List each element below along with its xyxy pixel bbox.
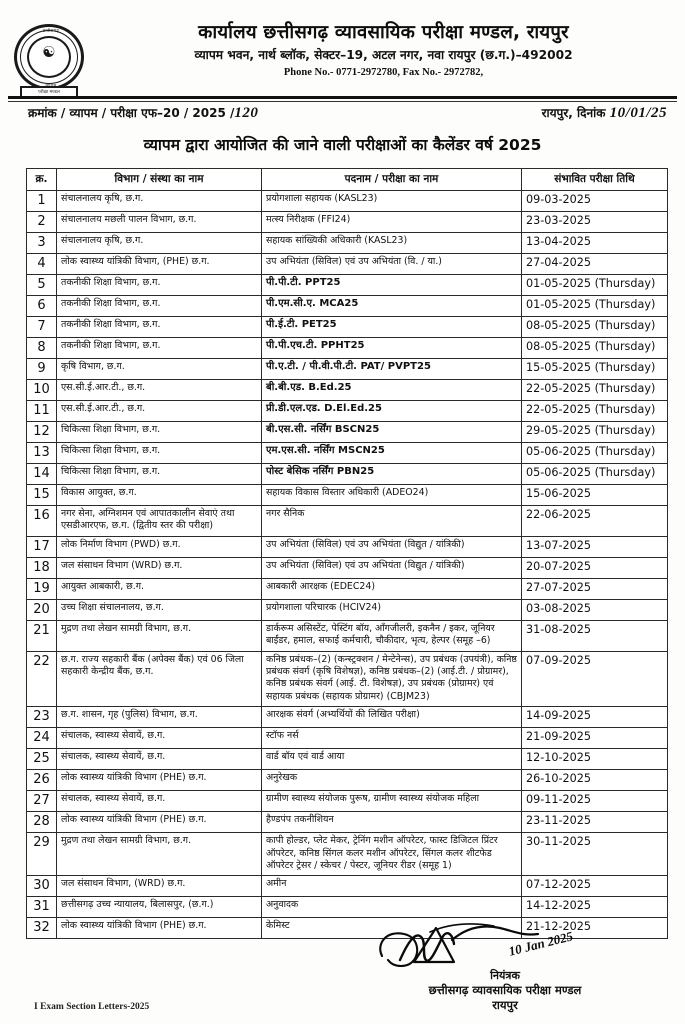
cell-exam-date: 08-05-2025 (Thursday): [522, 338, 668, 359]
seal-center-medallion: [27, 36, 71, 78]
letterhead-text-block: [96, 20, 671, 81]
table-row: [27, 812, 668, 833]
cell-exam-date: 09-03-2025: [522, 191, 668, 212]
cell-department-name: उच्च शिक्षा संचालनालय, छ.ग.: [57, 599, 262, 620]
cell-exam-date: 07-12-2025: [522, 876, 668, 897]
table-row: [27, 749, 668, 770]
exam-calendar-table: [26, 168, 668, 939]
cell-department-name: संचालक, स्वास्थ्य सेवायें, छ.ग.: [57, 728, 262, 749]
column-header-post: पदनाम / परीक्षा का नाम: [262, 169, 522, 191]
table-row: [27, 897, 668, 918]
cell-post-exam-name: आरक्षक संवर्ग (अभ्यर्थियों की लिखित परीक्षा): [262, 707, 522, 728]
table-row: [27, 443, 668, 464]
cell-post-exam-name: हैण्डपंप तकनीशियन: [262, 812, 522, 833]
cell-department-name: लोक स्वास्थ्य यांत्रिकी विभाग (PHE) छ.ग.: [57, 770, 262, 791]
table-row: [27, 599, 668, 620]
reference-place-label: रायपुर, दिनांक: [541, 106, 606, 120]
cell-post-exam-name: उप अभियंता (सिविल) एवं उप अभियंता (विद्युत / यांत्रिकी): [262, 557, 522, 578]
cell-exam-date: 12-10-2025: [522, 749, 668, 770]
cell-exam-date: 22-06-2025: [522, 506, 668, 537]
cell-serial-number: 3: [27, 233, 57, 254]
cell-serial-number: 24: [27, 728, 57, 749]
cell-post-exam-name: डार्करूम असिस्टेंट, पेस्टिंग बॉय, ऑंगजीलरी, इकनैन / इकर, जूनियर बाईंडर, हमाल, सफाई कर्मचारी, चौकीदार, भृत्य, हेल्पर (समूह –6): [262, 620, 522, 651]
table-row: [27, 422, 668, 443]
table-row: [27, 275, 668, 296]
cell-department-name: तकनीकी शिक्षा विभाग, छ.ग.: [57, 275, 262, 296]
reference-number: [28, 104, 258, 122]
cell-exam-date: 30-11-2025: [522, 833, 668, 876]
seal-top-text: छत्तीसगढ़: [42, 28, 60, 33]
column-header-serial: क्र.: [27, 169, 57, 191]
cell-post-exam-name: प्री.डी.एल.एड. D.El.Ed.25: [262, 401, 522, 422]
cell-exam-date: 20-07-2025: [522, 557, 668, 578]
cell-post-exam-name: आबकारी आरक्षक (EDEC24): [262, 578, 522, 599]
cell-department-name: तकनीकी शिक्षा विभाग, छ.ग.: [57, 296, 262, 317]
cell-post-exam-name: सहायक सांख्यिकी अधिकारी (KASL23): [262, 233, 522, 254]
cell-serial-number: 1: [27, 191, 57, 212]
reference-date-handwritten: 10/01/25: [609, 105, 667, 121]
cell-post-exam-name: प्रयोगशाला सहायक (KASL23): [262, 191, 522, 212]
exam-calendar-table-wrapper: [26, 168, 667, 939]
table-row: [27, 557, 668, 578]
cell-exam-date: 13-07-2025: [522, 536, 668, 557]
table-row: [27, 728, 668, 749]
table-row: [27, 833, 668, 876]
cell-serial-number: 8: [27, 338, 57, 359]
cell-department-name: कृषि विभाग, छ.ग.: [57, 359, 262, 380]
letterhead-divider-thin: [8, 101, 677, 102]
table-row: [27, 464, 668, 485]
cell-serial-number: 11: [27, 401, 57, 422]
government-seal-emblem: [14, 24, 88, 94]
table-row: [27, 536, 668, 557]
cell-post-exam-name: केमिस्ट: [262, 918, 522, 939]
cell-department-name: तकनीकी शिक्षा विभाग, छ.ग.: [57, 338, 262, 359]
table-row: [27, 485, 668, 506]
column-header-department: विभाग / संस्था का नाम: [57, 169, 262, 191]
letterhead-divider-thick: [8, 96, 677, 99]
cell-post-exam-name: वार्ड बॉय एवं वार्ड आया: [262, 749, 522, 770]
organization-address: व्यापम भवन, नार्थ ब्लॉक, सेक्टर–19, अटल नगर, नवा रायपुर (छ.ग.)–492002: [194, 48, 573, 62]
cell-department-name: संचालनालय मछली पालन विभाग, छ.ग.: [57, 212, 262, 233]
table-row: [27, 254, 668, 275]
cell-department-name: चिकित्सा शिक्षा विभाग, छ.ग.: [57, 443, 262, 464]
cell-exam-date: 01-05-2025 (Thursday): [522, 296, 668, 317]
table-row: [27, 317, 668, 338]
cell-serial-number: 4: [27, 254, 57, 275]
cell-department-name: एस.सी.ई.आर.टी., छ.ग.: [57, 380, 262, 401]
cell-post-exam-name: एम.एस.सी. नर्सिंग MSCN25: [262, 443, 522, 464]
cell-serial-number: 13: [27, 443, 57, 464]
cell-serial-number: 17: [27, 536, 57, 557]
cell-serial-number: 18: [27, 557, 57, 578]
cell-exam-date: 03-08-2025: [522, 599, 668, 620]
signatory-organization: छत्तीसगढ़ व्यावसायिक परीक्षा मण्डल: [428, 983, 582, 997]
table-row: [27, 620, 668, 651]
cell-serial-number: 32: [27, 918, 57, 939]
reference-number-handwritten: 120: [234, 105, 259, 121]
cell-serial-number: 5: [27, 275, 57, 296]
cell-exam-date: 26-10-2025: [522, 770, 668, 791]
cell-serial-number: 6: [27, 296, 57, 317]
cell-exam-date: 14-09-2025: [522, 707, 668, 728]
cell-serial-number: 31: [27, 897, 57, 918]
cell-department-name: लोक स्वास्थ्य यांत्रिकी विभाग (PHE) छ.ग.: [57, 918, 262, 939]
cell-exam-date: 07-09-2025: [522, 651, 668, 707]
cell-post-exam-name: कनिष्ठ प्रबंधक–(2) (कन्स्ट्रक्शन / मेन्टेनेन्स), उप प्रबंधक (उपयंत्री), कनिष्ठ प्रबंधक संवर्ग (कृषि विशेषज्ञ), कनिष्ठ प्रबंधक–(2) (आई.टी. / प्रोग्रामर), कनिष्ठ प्रबंधक संवर्ग (आई. टी. विशेषज्ञ), उप प्रबंधक (प्रोग्रामर) एवं सहायक प्रबंधक (सहायक प्रोग्रामर) (CBJM23): [262, 651, 522, 707]
cell-post-exam-name: पोस्ट बेसिक नर्सिंग PBN25: [262, 464, 522, 485]
cell-serial-number: 7: [27, 317, 57, 338]
cell-post-exam-name: पी.ई.टी. PET25: [262, 317, 522, 338]
cell-serial-number: 9: [27, 359, 57, 380]
signature-date: 10 Jan 2025: [507, 928, 575, 959]
cell-department-name: तकनीकी शिक्षा विभाग, छ.ग.: [57, 317, 262, 338]
cell-department-name: मुद्रण तथा लेखन सामग्री विभाग, छ.ग.: [57, 833, 262, 876]
cell-exam-date: 15-05-2025 (Thursday): [522, 359, 668, 380]
cell-serial-number: 10: [27, 380, 57, 401]
cell-serial-number: 16: [27, 506, 57, 537]
cell-department-name: संचालक, स्वास्थ्य सेवायें, छ.ग.: [57, 791, 262, 812]
cell-post-exam-name: अनुरेखक: [262, 770, 522, 791]
cell-exam-date: 08-05-2025 (Thursday): [522, 317, 668, 338]
cell-department-name: जल संसाधन विभाग (WRD) छ.ग.: [57, 557, 262, 578]
cell-department-name: लोक स्वास्थ्य यांत्रिकी विभाग, (PHE) छ.ग.: [57, 254, 262, 275]
cell-serial-number: 30: [27, 876, 57, 897]
seal-base-banner: परीक्षा मण्डल: [20, 86, 78, 98]
table-header-row: [27, 169, 668, 191]
organization-contact: Phone No.- 0771-2972780, Fax No.- 2972782,: [283, 67, 484, 78]
cell-department-name: लोक स्वास्थ्य यांत्रिकी विभाग (PHE) छ.ग.: [57, 812, 262, 833]
cell-post-exam-name: अमीन: [262, 876, 522, 897]
cell-department-name: संचालक, स्वास्थ्य सेवायें, छ.ग.: [57, 749, 262, 770]
cell-post-exam-name: अनुवादक: [262, 897, 522, 918]
cell-exam-date: 09-11-2025: [522, 791, 668, 812]
table-row: [27, 651, 668, 707]
cell-serial-number: 20: [27, 599, 57, 620]
cell-post-exam-name: पी.एम.सी.ए. MCA25: [262, 296, 522, 317]
cell-department-name: विकास आयुक्त, छ.ग.: [57, 485, 262, 506]
table-row: [27, 707, 668, 728]
cell-exam-date: 27-04-2025: [522, 254, 668, 275]
cell-post-exam-name: उप अभियंता (सिविल) एवं उप अभियंता (विद्युत / यांत्रिकी): [262, 536, 522, 557]
cell-serial-number: 29: [27, 833, 57, 876]
table-row: [27, 770, 668, 791]
table-row: [27, 380, 668, 401]
cell-post-exam-name: पी.ए.टी. / पी.वी.पी.टी. PAT/ PVPT25: [262, 359, 522, 380]
cell-serial-number: 14: [27, 464, 57, 485]
cell-exam-date: 22-05-2025 (Thursday): [522, 401, 668, 422]
cell-department-name: जल संसाधन विभाग, (WRD) छ.ग.: [57, 876, 262, 897]
cell-serial-number: 27: [27, 791, 57, 812]
table-row: [27, 296, 668, 317]
footer-note: I Exam Section Letters-2025: [34, 1002, 150, 1012]
table-row: [27, 212, 668, 233]
signature-block: [340, 928, 670, 1014]
cell-serial-number: 12: [27, 422, 57, 443]
cell-post-exam-name: प्रयोगशाला परिचारक (HCIV24): [262, 599, 522, 620]
cell-exam-date: 31-08-2025: [522, 620, 668, 651]
cell-department-name: चिकित्सा शिक्षा विभाग, छ.ग.: [57, 422, 262, 443]
cell-exam-date: 01-05-2025 (Thursday): [522, 275, 668, 296]
cell-serial-number: 25: [27, 749, 57, 770]
cell-exam-date: 29-05-2025 (Thursday): [522, 422, 668, 443]
cell-post-exam-name: ग्रामीण स्वास्थ्य संयोजक पुरूष, ग्रामीण स्वास्थ्य संयोजक महिला: [262, 791, 522, 812]
table-header: [27, 169, 668, 191]
cell-department-name: आयुक्त आबकारी, छ.ग.: [57, 578, 262, 599]
cell-serial-number: 19: [27, 578, 57, 599]
table-row: [27, 401, 668, 422]
cell-department-name: छ.ग. राज्य सहकारी बैंक (अपेक्स बैंक) एवं 06 जिला सहकारी केन्द्रीय बैंक, छ.ग.: [57, 651, 262, 707]
reference-number-label: क्रमांक / व्यापम / परीक्षा एफ–20 / 2025 /: [28, 106, 235, 120]
cell-department-name: मुद्रण तथा लेखन सामग्री विभाग, छ.ग.: [57, 620, 262, 651]
cell-serial-number: 22: [27, 651, 57, 707]
table-row: [27, 359, 668, 380]
signatory-city: रायपुर: [492, 998, 518, 1012]
cell-department-name: संचालनालय कृषि, छ.ग.: [57, 233, 262, 254]
cell-exam-date: 21-09-2025: [522, 728, 668, 749]
cell-exam-date: 22-05-2025 (Thursday): [522, 380, 668, 401]
cell-serial-number: 15: [27, 485, 57, 506]
reference-line: [0, 104, 685, 126]
cell-department-name: संचालनालय कृषि, छ.ग.: [57, 191, 262, 212]
cell-serial-number: 26: [27, 770, 57, 791]
cell-exam-date: 15-06-2025: [522, 485, 668, 506]
cell-post-exam-name: उप अभियंता (सिविल) एवं उप अभियंता (वि. / या.): [262, 254, 522, 275]
cell-exam-date: 13-04-2025: [522, 233, 668, 254]
cell-exam-date: 05-06-2025 (Thursday): [522, 443, 668, 464]
cell-post-exam-name: सहायक विकास विस्तार अधिकारी (ADEO24): [262, 485, 522, 506]
cell-serial-number: 23: [27, 707, 57, 728]
cell-post-exam-name: बी.एस.सी. नर्सिंग BSCN25: [262, 422, 522, 443]
cell-post-exam-name: स्टॉफ नर्स: [262, 728, 522, 749]
cell-exam-date: 23-03-2025: [522, 212, 668, 233]
cell-department-name: छत्तीसगढ़ उच्च न्यायालय, बिलासपुर, (छ.ग.): [57, 897, 262, 918]
table-row: [27, 191, 668, 212]
table-row: [27, 338, 668, 359]
table-row: [27, 578, 668, 599]
signatory-designation: नियंत्रक: [490, 969, 520, 982]
cell-serial-number: 21: [27, 620, 57, 651]
seal-glyph-icon: ☯: [42, 43, 56, 61]
cell-department-name: लोक निर्माण विभाग (PWD) छ.ग.: [57, 536, 262, 557]
cell-exam-date: 27-07-2025: [522, 578, 668, 599]
cell-post-exam-name: पी.पी.एच.टी. PPHT25: [262, 338, 522, 359]
cell-exam-date: 21-12-2025: [522, 918, 668, 939]
column-header-exam-date: संभावित परीक्षा तिथि: [522, 169, 668, 191]
cell-post-exam-name: पी.पी.टी. PPT25: [262, 275, 522, 296]
cell-post-exam-name: मत्स्य निरीक्षक (FFI24): [262, 212, 522, 233]
cell-serial-number: 2: [27, 212, 57, 233]
cell-post-exam-name: बी.बी.एड. B.Ed.25: [262, 380, 522, 401]
cell-post-exam-name: नगर सैनिक: [262, 506, 522, 537]
cell-department-name: चिकित्सा शिक्षा विभाग, छ.ग.: [57, 464, 262, 485]
cell-exam-date: 23-11-2025: [522, 812, 668, 833]
cell-department-name: छ.ग. शासन, गृह (पुलिस) विभाग, छ.ग.: [57, 707, 262, 728]
table-row: [27, 233, 668, 254]
cell-department-name: एस.सी.ई.आर.टी., छ.ग.: [57, 401, 262, 422]
page-title: व्यापम द्वारा आयोजित की जाने वाली परीक्षाओं का कैलेंडर वर्ष 2025: [143, 136, 542, 154]
cell-department-name: नगर सेना, अग्निशमन एवं आपातकालीन सेवाएं तथा एसडीआरएफ, छ.ग. (द्वितीय स्तर की परीक्षा): [57, 506, 262, 537]
letterhead: [0, 20, 685, 96]
cell-serial-number: 28: [27, 812, 57, 833]
cell-post-exam-name: कापी होल्डर, प्लेट मेकर, ट्रेनिंग मशीन ऑपरेटर, फास्ट डिजिटल प्रिंटर ऑपरेटर, कनिष्ठ सिंगल कलर मशीन ऑपरेटर, सिंगल कलर शीटफेड ऑपरेटर ट्रेसर / स्केचर / पेस्टर, जूनियर रीडर (समूह 1): [262, 833, 522, 876]
table-row: [27, 876, 668, 897]
organization-name: कार्यालय छत्तीसगढ़ व्यावसायिक परीक्षा मण्डल, रायपुर: [198, 22, 569, 43]
table-body: [27, 191, 668, 939]
reference-place-date: [542, 104, 667, 122]
cell-exam-date: 14-12-2025: [522, 897, 668, 918]
table-row: [27, 791, 668, 812]
cell-exam-date: 05-06-2025 (Thursday): [522, 464, 668, 485]
table-row: [27, 506, 668, 537]
